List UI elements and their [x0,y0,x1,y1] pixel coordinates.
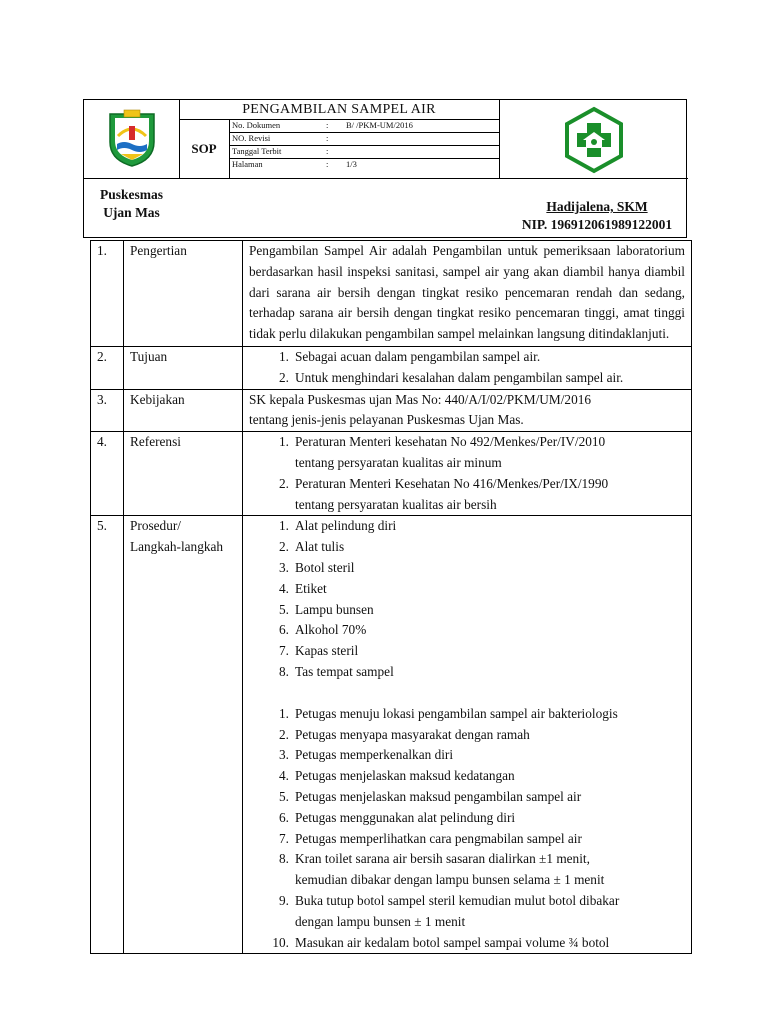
row-label: Kebijakan [124,389,243,432]
list-item: 3. Petugas memperkenalkan diri [279,747,454,763]
sop-content-table [90,240,692,954]
row-label: Referensi [124,432,243,516]
table-row [91,346,692,389]
list-item: 8. Tas tempat sampel [279,663,394,679]
row-number: 4. [91,432,124,516]
document-title: PENGAMBILAN SAMPEL AIR [242,102,436,117]
row-number: 1. [91,241,124,347]
table-row [91,241,692,347]
objectives-list [249,347,691,389]
steps-list [249,704,691,954]
row-label: Pengertian [124,241,243,347]
list-item: 5. Petugas menjelaskan maksud pengambilan sampel air [279,788,582,804]
tools-list [249,516,691,682]
table-row [91,432,692,516]
row-number: 5. [91,516,124,954]
list-item: 4. Etiket [279,580,327,596]
list-item: 1. Peraturan Menteri kesehatan No 492/Menkes/Per/IV/2010 tentang persyaratan kualitas air minum [279,434,606,470]
signatory-block [502,198,692,234]
list-item: 5. Lampu bunsen [279,601,374,617]
list-item: 2. Alat tulis [279,539,345,555]
signer-name: Hadijalena, SKM [546,199,648,214]
list-item: 2. Untuk menghindari kesalahan dalam pengambilan sampel air. [279,369,624,385]
procedure-cell [243,516,692,954]
policy-cell: SK kepala Puskesmas ujan Mas No: 440/A/I/02/PKM/UM/2016 tentang jenis-jenis pelayanan Puskesmas Ujan Mas. [243,389,692,432]
divider [229,158,499,159]
list-item: 7. Kapas steril [279,643,359,659]
row-number: 2. [91,346,124,389]
list-item: 3. Botol steril [279,559,355,575]
signer-nip: NIP. 196912061989122001 [521,217,673,232]
sop-label: SOP [191,141,217,156]
references-list [249,432,691,515]
list-item: 9. Buka tutup botol sampel steril kemudian mulut botol dibakar dengan lampu bunsen ± 1 menit [279,892,620,929]
table-row [91,516,692,954]
definition-text: Pengambilan Sampel Air adalah Pengambilan untuk pemeriksaan laboratorium berdasarkan hasil inspeksi sanitasi, sampel air yang akan diambil hanya diambil dari sarana air bersih dengan tingkat resiko pencemaran rendah dan sedang, terhadap sarana air bersih dengan tingkat resiko pencemaran tinggi, amat tinggi tidak perlu dilakukan pengambilan sampel melainkan langsung ditindaklanjuti. [243,241,692,347]
list-item: 4. Petugas menjelaskan maksud kedatangan [279,768,515,784]
list-item: 7. Petugas memperlihatkan cara pengmabilan sampel air [279,830,582,846]
divider [84,178,688,179]
list-item: 1. Petugas menuju lokasi pengambilan sampel air bakteriologis [279,705,618,721]
row-label: Tujuan [124,346,243,389]
list-item: 10. Masukan air kedalam botol sampel sampai volume ¾ botol [272,934,610,950]
references-cell [243,432,692,516]
puskesmas-health-logo [560,106,628,174]
objectives-list-cell [243,346,692,389]
row-label: Prosedur/ Langkah-langkah [124,516,243,954]
organization-name: Puskesmas Ujan Mas [99,187,163,220]
list-item: 1. Sebagai acuan dalam pengambilan sampel air. [279,348,541,364]
regional-emblem-logo [104,108,160,168]
list-item: 6. Alkohol 70% [279,622,367,638]
list-item: 2. Petugas menyapa masyarakat dengan ramah [279,726,530,742]
sop-header: PENGAMBILAN SAMPEL AIR SOP No. Dokumen : B/ /PKM-UM/2016 NO. Revisi : Tanggal Terbit : Halaman : 1/3 Puskesmas Ujan Mas Hadijalena, SKM NIP. 196912061989122001 [83,99,687,238]
row-number: 3. [91,389,124,432]
divider [229,119,230,178]
list-item: 6. Petugas menggunakan alat pelindung diri [279,809,516,825]
list-item: 8. Kran toilet sarana air bersih sasaran dialirkan ±1 menit, kemudian dibakar dengan lampu bunsen selama ± 1 menit [279,851,605,888]
table-row [91,389,692,432]
divider [499,100,500,178]
spacer [249,683,691,704]
list-item: 1. Alat pelindung diri [279,518,397,534]
list-item: 2. Peraturan Menteri Kesehatan No 416/Menkes/Per/IX/1990 tentang persyaratan kualitas air bersih [279,475,609,512]
